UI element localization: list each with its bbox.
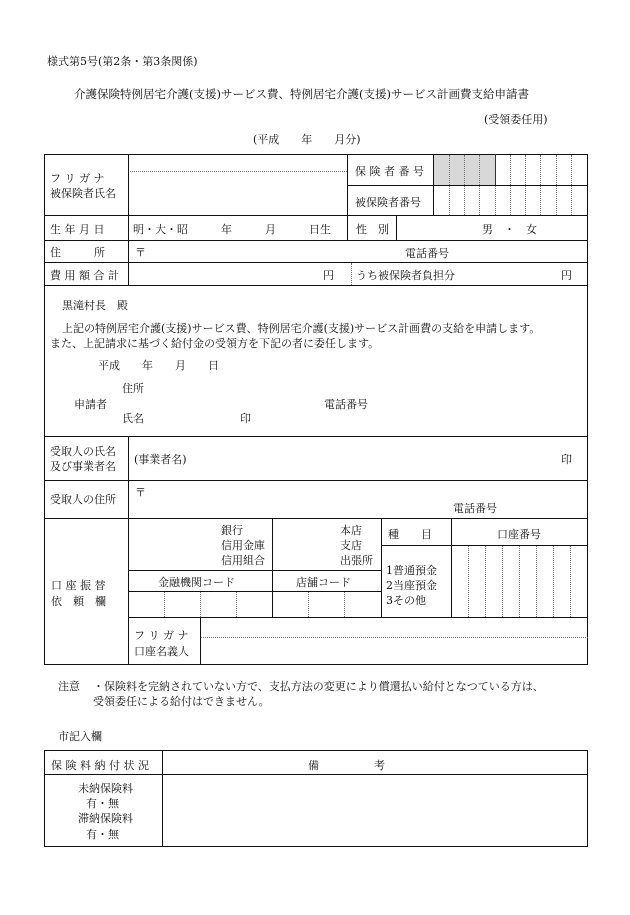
date-line[interactable]: 平成 年 月 日 [98,359,219,372]
unpaid-yes-no[interactable]: 有・無 [86,797,119,810]
form-number: 様式第5号(第2条・第3条関係) [47,55,198,68]
gender-label: 性 別 [356,223,389,236]
recipient-name-label-2: 及び事業者名 [50,460,116,473]
recipient-name-label-1: 受取人の氏名 [50,445,116,458]
applicant-address-label: 住所 [122,382,144,395]
credit-bank-label: 信用金庫 [221,539,265,552]
holder-name-label: 口座名義人 [134,645,189,658]
applicant-seal: 印 [240,412,251,425]
account-type-1[interactable]: 1普通預金 [386,564,437,577]
body-text-1: 上記の特例居宅介護(支援)サービス費、特例居宅介護(支援)サービス計画費の支給を申請します。 [62,322,541,335]
arrears-yes-no[interactable]: 有・無 [86,828,119,841]
addressee: 黒滝村長 殿 [62,299,128,312]
head-office-label: 本店 [340,524,362,537]
birth-date-value[interactable]: 明・大・昭 年 月 日生 [133,223,331,236]
total-cost-label: 費 用 額 合 計 [50,269,119,282]
insured-number-label: 被保険者番号 [355,196,421,209]
account-type-3[interactable]: 3その他 [386,594,426,607]
body-text-2: また、上記請求に基づく給付金の受領方を下記の者に委任します。 [50,337,380,350]
arrears-label: 滞納保険料 [78,812,133,825]
form-subtitle: (受領委任用) [484,113,548,126]
applicant-label: 申請者 [74,398,107,411]
birth-date-label: 生 年 月 日 [50,223,105,236]
total-cost-yen: 円 [323,269,334,282]
form-title: 介護保険特例居宅介護(支援)サービス費、特例居宅介護(支援)サービス計画費支給申請書 [74,87,529,101]
account-type-label: 種 目 [388,528,432,541]
account-type-2[interactable]: 2当座預金 [386,579,437,592]
bank-code-label: 金融機関コード [158,576,235,589]
period: (平成 年 月分) [253,133,361,146]
payment-status-label: 保 険 料 納 付 状 況 [51,759,149,772]
bank-label: 銀行 [221,524,243,537]
phone-label: 電話番号 [405,247,449,260]
applicant-name-label: 氏名 [122,412,144,425]
postal-mark: 〒 [135,246,146,259]
business-name-label: (事業者名) [134,453,187,466]
notes-text-2: 受領委任による給付はできません。 [93,695,270,708]
remarks-label: 備 考 [308,759,385,772]
transfer-label-1: 口 座 振 替 [51,579,106,592]
insurer-number-label: 保 険 者 番 号 [355,165,424,178]
credit-union-label: 信用組合 [221,554,265,567]
account-number-label: 口座番号 [497,528,541,541]
unpaid-label: 未納保険料 [78,782,133,795]
branch-code-label: 店舗コード [296,576,351,589]
city-section-title: 市記入欄 [58,730,102,743]
furigana-label: フ リ ガ ナ [50,172,105,185]
recipient-seal: 印 [561,453,572,466]
notes-text-1: ・保険料を完納されていない方で、支払方法の変更により償還払い給付となつている方は、 [93,680,544,693]
holder-furigana-label: フ リ ガ ナ [134,629,189,642]
burden-label: うち被保険者負担分 [356,269,455,282]
notes-label: 注意 [58,680,80,693]
recipient-postal-mark: 〒 [135,486,146,499]
sub-branch-label: 出張所 [340,554,373,567]
applicant-phone-label: 電話番号 [324,398,368,411]
burden-yen: 円 [561,269,572,282]
insured-name-label: 被保険者氏名 [50,187,116,200]
recipient-address-label: 受取人の住所 [50,493,116,506]
transfer-label-2: 依 頼 欄 [51,595,106,608]
branch-label: 支店 [340,539,362,552]
gender-value[interactable]: 男 ・ 女 [482,223,537,236]
recipient-phone-label: 電話番号 [453,502,497,515]
address-label: 住 所 [50,246,105,259]
